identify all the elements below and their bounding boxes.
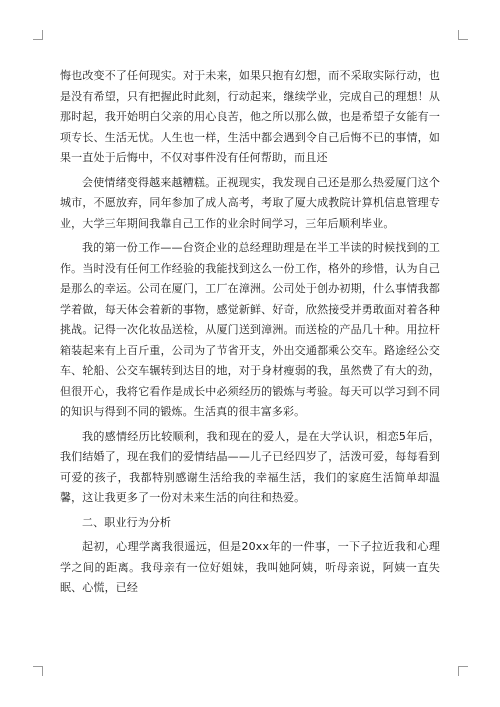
paragraph-psychology-intro: 起初，心理学离我很遥远，但是20xx年的一件事，一下子拉近我和心理学之间的距离。我母亲有一位好姐妹，我叫她阿姨，听母亲说，阿姨一直失眠、心慌，已经: [60, 540, 440, 594]
crop-mark-bottom-left: [33, 666, 43, 676]
crop-mark-top-right: [458, 30, 468, 40]
document-body: [60, 66, 440, 599]
paragraph-adult-education: 会使情绪变得越来越糟糕。正视现实，我发现自己还是那么热爱厦门这个城市，不愿放弃，同年参加了成人高考，考取了厦大成教院计算机信息管理专业，大学三年期间我靠自己工作的业余时间学习，三年后顺利毕业。: [60, 175, 440, 230]
paragraph-relationship: 我的感情经历比较顺利，我和现在的爱人，是在大学认识，相恋5年后，我们结婚了，现在我们的爱情结晶——儿子已经四岁了，活泼可爱，每每看到可爱的孩子，我都特别感谢生活给我的幸福生活，我们的家庭生活简单却温馨，这让我更多了一份对未来生活的向往和热爱。: [60, 429, 440, 504]
section-heading-career-behavior: 二、职业行为分析: [82, 515, 172, 529]
crop-mark-top-left: [33, 30, 43, 40]
paragraph-first-job: 我的第一份工作——台资企业的总经理助理是在半工半读的时候找到的工作。当时没有任何工作经验的我能找到这么一份工作，格外的珍惜，认为自己是那么的幸运。公司在厦门，工厂在漳洲。公司处于创办初期，什么事情我都学着做，每天体会着新的事物，感觉新鲜、好奇，欣然接受并勇敢面对着各种挑战。记得一次化妆品送检，从厦门送到漳洲。而送检的产品几十种。用拉杆箱装起来有上百斤重，公司为了节省开支，外出交通都乘公交车。路途经公交车、轮船、公交车辗转到达目的地，对于身材瘦弱的我，虽然费了有大的劲，但很开心，我将它看作是成长中必须经历的锻炼与考验。每天可以学习到不同的知识与得到不同的锻炼。生活真的很丰富多彩。: [60, 241, 440, 418]
paragraph-continued-reflection: 悔也改变不了任何现实。对于未来，如果只抱有幻想，而不采取实际行动，也是没有希望，只有把握此时此刻，行动起来，继续学业，完成自己的理想！从那时起，我开始明白父亲的用心良苦，他之所以那么做，也是希望子女能有一项专长、生活无忧。人生也一样，生活中都会遇到令自己后悔不已的事情，如果一直处于后悔中，不仅对事件没有任何帮助，而且还: [60, 69, 440, 164]
crop-mark-bottom-right: [458, 666, 468, 676]
